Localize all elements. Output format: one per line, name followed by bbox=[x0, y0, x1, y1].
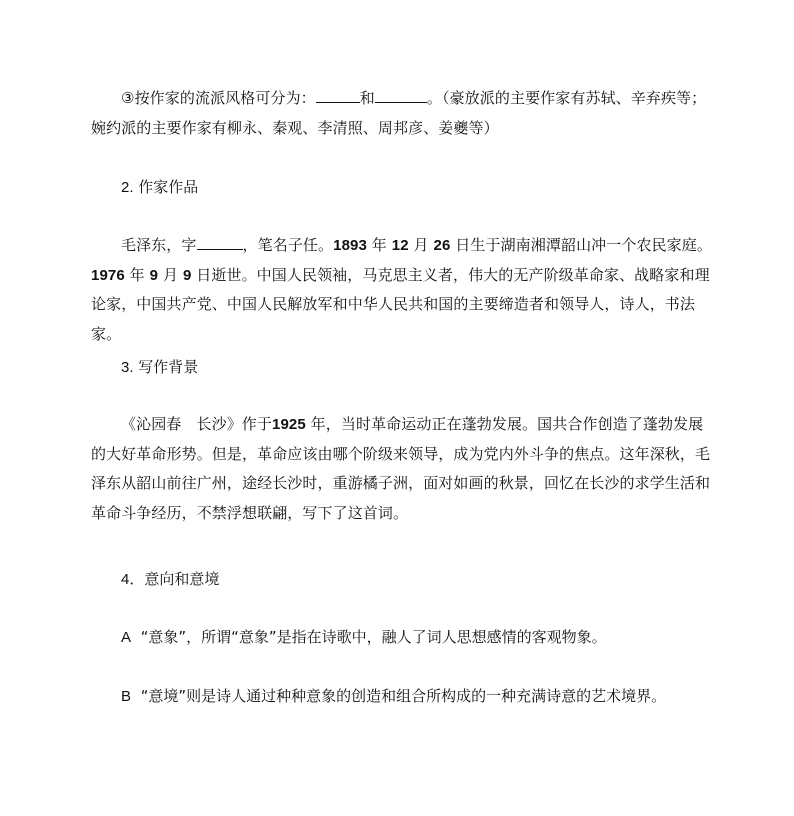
intro-conj-text: 和 bbox=[359, 89, 375, 107]
item-b-label: B bbox=[121, 688, 132, 705]
author-paragraph bbox=[91, 231, 715, 349]
definition-item-a bbox=[121, 626, 607, 649]
circled-number-marker: ③ bbox=[121, 89, 135, 107]
fill-blank-2 bbox=[375, 88, 427, 103]
section-heading-2 bbox=[121, 176, 198, 199]
text-year-label: 年 bbox=[371, 236, 387, 254]
fill-blank-1 bbox=[316, 88, 360, 103]
definition-item-b bbox=[121, 685, 666, 708]
author-pen-name-text: ，笔名子任。 bbox=[242, 236, 334, 254]
fill-blank-3 bbox=[197, 235, 243, 250]
item-a-label: A bbox=[121, 629, 132, 646]
text-year-label: 年 bbox=[129, 265, 145, 284]
intro-lead-text: 按作家的流派风格可分为： bbox=[134, 89, 316, 107]
section-title-4: 意向和意境 bbox=[144, 570, 220, 588]
written-year: 1925 bbox=[272, 416, 306, 433]
background-lead-text: 《沁园春 长沙》作于 bbox=[121, 415, 273, 433]
author-description-text: 日逝世。中国人民领袖，马克思主义者，伟大的无产阶级革命家、战略家和理论家，中国共产党、中国人民解放军和中华人民共和国的主要缔造者和领导人，诗人，书法家。 bbox=[91, 265, 710, 343]
section-number-4: 4． bbox=[121, 571, 145, 588]
section-number-3: 3. bbox=[121, 359, 134, 376]
birth-place-text: 日生于湖南湘潭韶山冲一个农民家庭。 bbox=[455, 236, 712, 254]
section-heading-3 bbox=[121, 356, 198, 379]
birth-year: 1893 bbox=[333, 237, 367, 254]
birth-month: 12 bbox=[391, 237, 409, 254]
section-number-2: 2. bbox=[121, 179, 134, 196]
background-paragraph bbox=[91, 410, 715, 528]
text-month-label: 月 bbox=[162, 265, 179, 284]
background-body-text: 年，当时革命运动正在蓬勃发展。国共合作创造了蓬勃发展的大好革命形势。但是，革命应该由哪个阶级来领导，成为党内外斗争的焦点。这年深秋，毛泽东从韶山前往广州，途经长沙时，重游橘子洲，面对如画的秋景，回忆在长沙的求学生活和革命斗争经历，不禁浮想联翩，写下了这首词。 bbox=[91, 415, 711, 522]
death-day: 9 bbox=[182, 266, 192, 284]
section-title-3: 写作背景 bbox=[138, 358, 199, 376]
birth-day: 26 bbox=[433, 237, 451, 254]
death-year: 1976 bbox=[91, 266, 125, 284]
section-heading-4 bbox=[121, 568, 219, 591]
item-b-text: “意境”则是诗人通过种种意象的创造和组合所构成的一种充满诗意的艺术境界。 bbox=[140, 687, 667, 705]
author-lead-text: 毛泽东，字 bbox=[121, 236, 197, 254]
intro-paragraph bbox=[91, 84, 715, 143]
item-a-text: “意象”，所谓“意象”是指在诗歌中，融人了词人思想感情的客观物象。 bbox=[140, 628, 607, 646]
intro-tail-text: 。（豪放派的主要作家有苏轼、辛弃疾等；婉约派的主要作家有柳永、秦观、李清照、周邦彦、姜夔等） bbox=[91, 89, 707, 137]
section-title-2: 作家作品 bbox=[138, 178, 199, 196]
death-month: 9 bbox=[149, 266, 159, 284]
text-month-label: 月 bbox=[413, 236, 429, 254]
